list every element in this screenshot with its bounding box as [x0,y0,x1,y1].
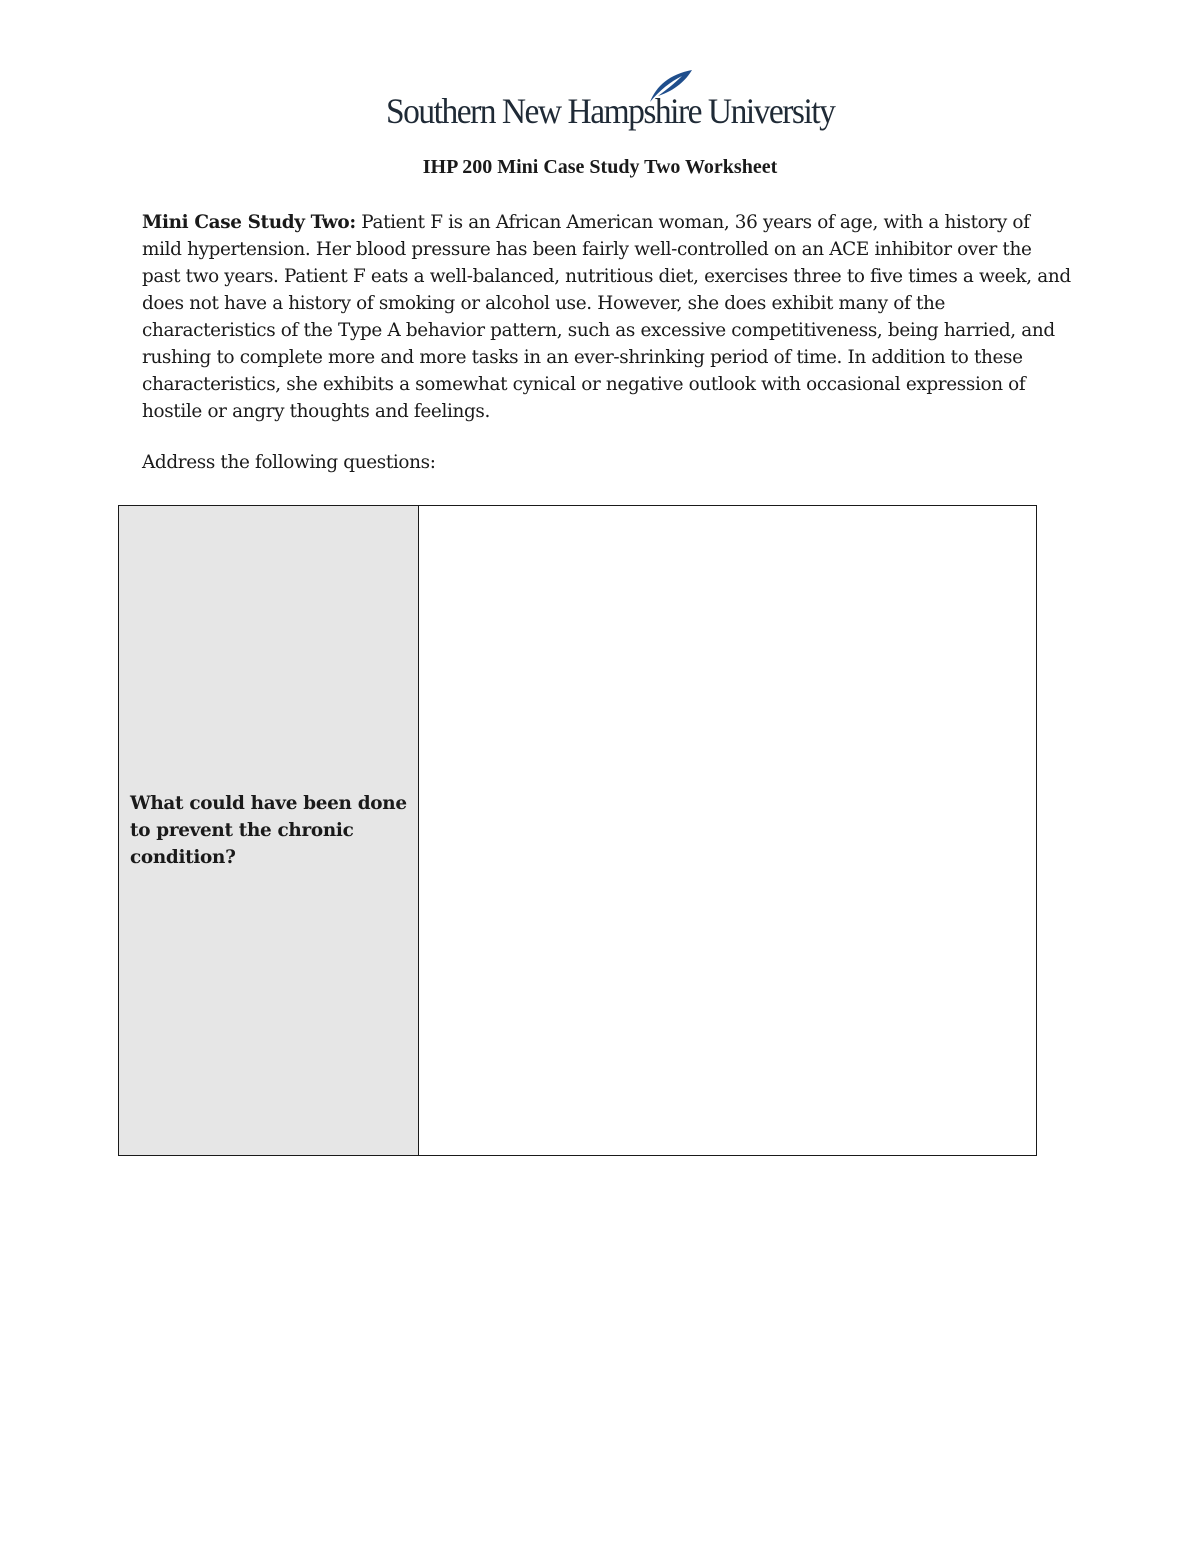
case-study-intro [142,209,1072,425]
question-prompt: What could have been done to prevent the chronic condition? [130,793,407,868]
instructions-text: Address the following questions: [142,452,436,473]
question-table [118,505,1037,1156]
leaf-icon [646,68,696,104]
university-logo [386,68,835,138]
question-cell [119,506,419,1156]
document-title: IHP 200 Mini Case Study Two Worksheet [422,156,778,178]
table-row [119,506,1037,1156]
case-study-label: Mini Case Study Two: [142,212,356,233]
case-study-body: Patient F is an African American woman, 36 years of age, with a history of mild hypertension. Her blood pressure has been fairly well-controlled on an ACE inhibitor over the past two years. Patient F eats a well-balanced, nutritious diet, exercises three to five times a week, and does not have a history of smoking or alcohol use. However, she does exhibit many of the characteristics of the Type A behavior pattern, such as excessive competitiveness, being harried, and rushing to complete more and more tasks in an ever-shrinking period of time. In addition to these characteristics, she exhibits a somewhat cynical or negative outlook with occasional expression of hostile or angry thoughts and feelings. [142,212,1071,422]
logo-wordmark: Southern New Hampshire University [386,91,835,131]
answer-cell[interactable] [419,506,1037,1156]
